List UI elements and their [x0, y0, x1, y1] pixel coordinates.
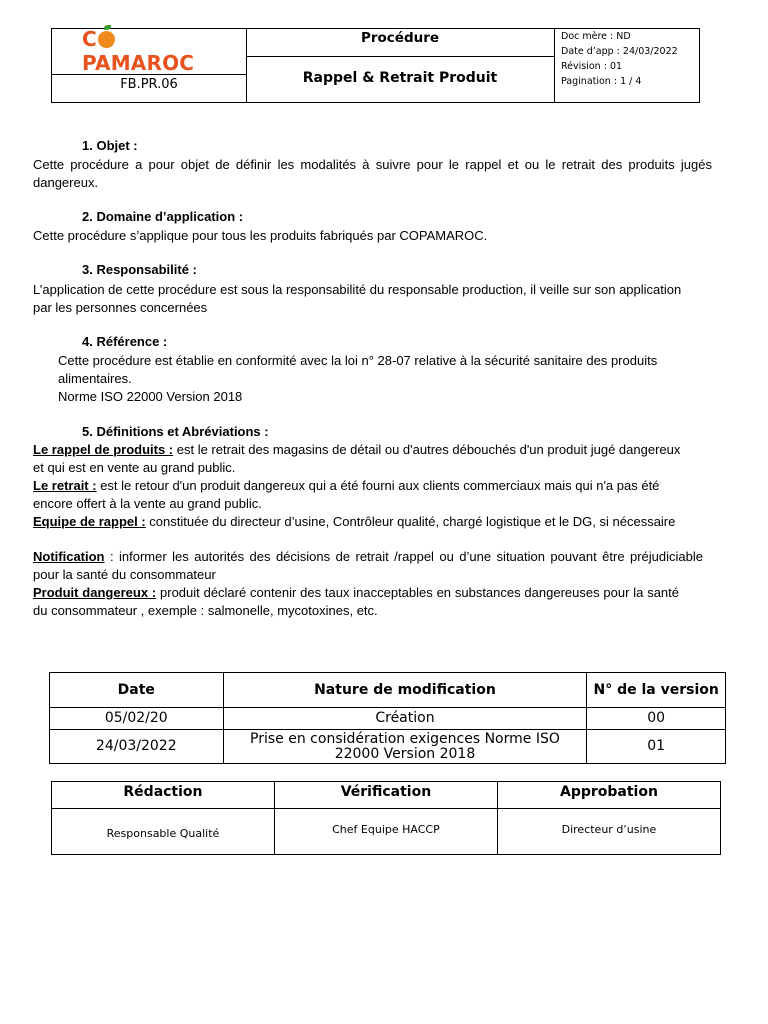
meta-revision: Révision : 01	[561, 61, 623, 72]
header-divider	[554, 29, 555, 102]
cell-date: 05/02/20	[50, 708, 224, 730]
cell-nature: Création	[223, 708, 587, 730]
table-row	[50, 730, 726, 764]
cell-date: 24/03/2022	[50, 730, 224, 764]
company-logo	[82, 27, 222, 75]
cell-redaction: Responsable Qualité	[52, 809, 275, 855]
cell-nature: Prise en considération exigences Norme ISO 22000 Version 2018	[223, 730, 587, 764]
section-text-reference: Cette procédure est établie en conformité avec la loi n° 28-07 relative à la sécurité sanitaire des produits alimentaires.	[58, 353, 658, 386]
meta-date-app: Date d’app : 24/03/2022	[561, 46, 678, 57]
column-header-date: Date	[50, 673, 224, 708]
section-title-objet: 1. Objet :	[82, 138, 138, 153]
definition-item	[33, 548, 703, 584]
document-code: FB.PR.06	[120, 77, 178, 92]
definition-text: produit déclaré contenir des taux inacceptables en substances dangereuses pour la santé du consommateur , exemple : salmonelle, mycotoxines, etc.	[33, 585, 679, 618]
definition-item	[33, 513, 697, 531]
document-title: Rappel & Retrait Produit	[302, 70, 498, 86]
header-divider	[246, 56, 554, 57]
cell-version: 01	[587, 730, 726, 764]
section-text-objet: Cette procédure a pour objet de définir les modalités à suivre pour le rappel et ou le retrait des produits jugés dangereux.	[33, 157, 712, 190]
definition-term: Le retrait :	[33, 478, 97, 493]
column-header-version: N° de la version	[587, 673, 726, 708]
definition-term: Le rappel de produits :	[33, 442, 174, 457]
definition-text: est le retour d'un produit dangereux qui a été fourni aux clients commerciaux mais qui n'a pas été encore offert à la vente au grand public.	[33, 478, 660, 511]
cell-approbation: Directeur d’usine	[497, 809, 720, 855]
column-header-redaction: Rédaction	[52, 782, 275, 809]
orange-icon	[98, 31, 115, 48]
signature-table	[51, 781, 721, 855]
cell-version: 00	[587, 708, 726, 730]
table-header-row	[50, 673, 726, 708]
table-row	[52, 809, 721, 855]
column-header-approbation: Approbation	[497, 782, 720, 809]
definition-item	[33, 584, 679, 620]
document-header	[51, 28, 700, 103]
meta-doc-mere: Doc mère : ND	[561, 31, 631, 42]
section-text-responsabilite: L’application de cette procédure est sous la responsabilité du responsable production, il veille sur son application par les personnes concernées	[33, 282, 682, 315]
section-title-responsabilite: 3. Responsabilité :	[82, 262, 197, 277]
version-history-table	[49, 672, 726, 764]
definition-term: Equipe de rappel :	[33, 514, 146, 529]
section-text-domaine: Cette procédure s’applique pour tous les produits fabriqués par COPAMAROC.	[33, 228, 488, 243]
definition-item	[33, 441, 683, 477]
section-text-reference-norme: Norme ISO 22000 Version 2018	[58, 389, 243, 404]
table-row	[50, 708, 726, 730]
definition-item	[33, 477, 698, 513]
section-title-definitions: 5. Définitions et Abréviations :	[82, 424, 269, 439]
section-title-reference: 4. Référence :	[82, 334, 168, 349]
column-header-nature: Nature de modification	[223, 673, 587, 708]
definition-text: constituée du directeur d’usine, Contrôleur qualité, chargé logistique et le DG, si nécessaire	[145, 514, 676, 529]
definition-text: est le retrait des magasins de détail ou d'autres débouchés d'un produit jugé dangereux et qui est en vente au grand public.	[33, 442, 681, 475]
definition-term: Produit dangereux :	[33, 585, 157, 600]
definition-text: : informer les autorités des décisions de retrait /rappel ou d’une situation pouvant être préjudiciable pour la santé du consommateur	[33, 549, 703, 582]
section-title-domaine: 2. Domaine d’application :	[82, 209, 244, 224]
table-header-row	[52, 782, 721, 809]
document-type: Procédure	[360, 30, 440, 46]
logo-wordmark: CPAMAROC	[82, 27, 195, 75]
meta-pagination: Pagination : 1 / 4	[561, 76, 642, 87]
definition-term: Notification	[33, 549, 105, 564]
cell-verification: Chef Equipe HACCP	[274, 809, 497, 855]
column-header-verification: Vérification	[274, 782, 497, 809]
